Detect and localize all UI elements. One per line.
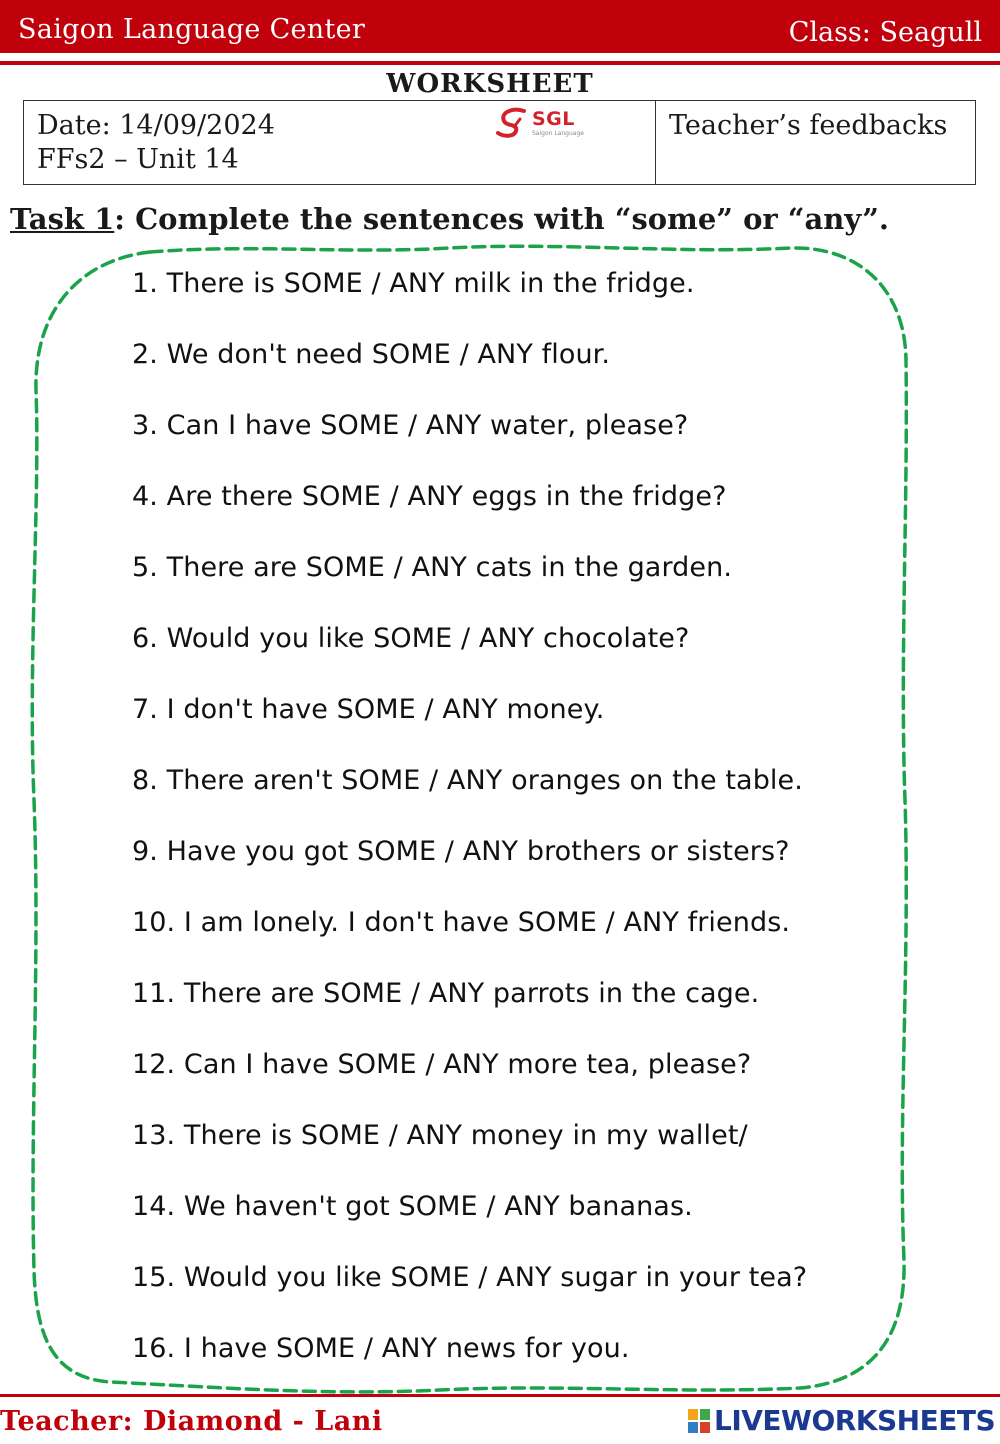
sentence-item: 6. Would you like SOME / ANY chocolate? — [132, 623, 690, 654]
class-name: Class: Seagull — [788, 17, 982, 48]
sentence-item: 2. We don't need SOME / ANY flour. — [132, 339, 611, 370]
sentence-item: 8. There aren't SOME / ANY oranges on the table. — [132, 765, 803, 796]
date-label: Date: 14/09/2024 — [37, 110, 275, 141]
sentence-item: 9. Have you got SOME / ANY brothers or sisters? — [132, 836, 790, 867]
info-left-cell — [24, 101, 656, 184]
footer-rule — [0, 1394, 1000, 1397]
teacher-name: Teacher: Diamond - Lani — [0, 1406, 383, 1437]
info-box — [23, 100, 976, 185]
sentence-item: 5. There are SOME / ANY cats in the garden. — [132, 552, 733, 583]
sentence-item: 1. There is SOME / ANY milk in the fridge. — [132, 268, 695, 299]
task-heading — [10, 202, 889, 236]
sentence-item: 7. I don't have SOME / ANY money. — [132, 694, 605, 725]
sentence-item: 10. I am lonely. I don't have SOME / ANY friends. — [132, 907, 791, 938]
task-instruction: : Complete the sentences with “some” or “any”. — [114, 202, 890, 236]
sentence-item: 13. There is SOME / ANY money in my wallet/ — [132, 1120, 748, 1151]
sgl-swoosh-icon — [494, 105, 530, 141]
worksheet-title: WORKSHEET — [386, 69, 594, 99]
sentence-item: 14. We haven't got SOME / ANY bananas. — [132, 1191, 693, 1222]
header-rule — [0, 61, 1000, 65]
task-label: Task 1 — [10, 202, 115, 236]
liveworksheets-brand[interactable] — [688, 1404, 996, 1437]
sentence-item: 11. There are SOME / ANY parrots in the cage. — [132, 978, 760, 1009]
sentence-list — [132, 268, 807, 1404]
liveworksheets-text: LIVEWORKSHEETS — [714, 1404, 996, 1437]
logo-text: SGL — [532, 108, 575, 130]
sentence-item: 12. Can I have SOME / ANY more tea, please? — [132, 1049, 752, 1080]
sgl-logo — [494, 105, 594, 141]
sentence-item: 4. Are there SOME / ANY eggs in the fridge? — [132, 481, 727, 512]
logo-subtext: Saigon Language — [532, 130, 584, 137]
sentence-item: 16. I have SOME / ANY news for you. — [132, 1333, 630, 1364]
sentence-item: 15. Would you like SOME / ANY sugar in your tea? — [132, 1262, 808, 1293]
header-bar — [0, 0, 1000, 53]
liveworksheets-logo-icon — [688, 1409, 710, 1433]
sentence-item: 3. Can I have SOME / ANY water, please? — [132, 410, 689, 441]
teacher-feedback-label: Teacher’s feedbacks — [669, 110, 948, 141]
center-name: Saigon Language Center — [18, 14, 366, 45]
unit-label: FFs2 – Unit 14 — [37, 144, 239, 175]
